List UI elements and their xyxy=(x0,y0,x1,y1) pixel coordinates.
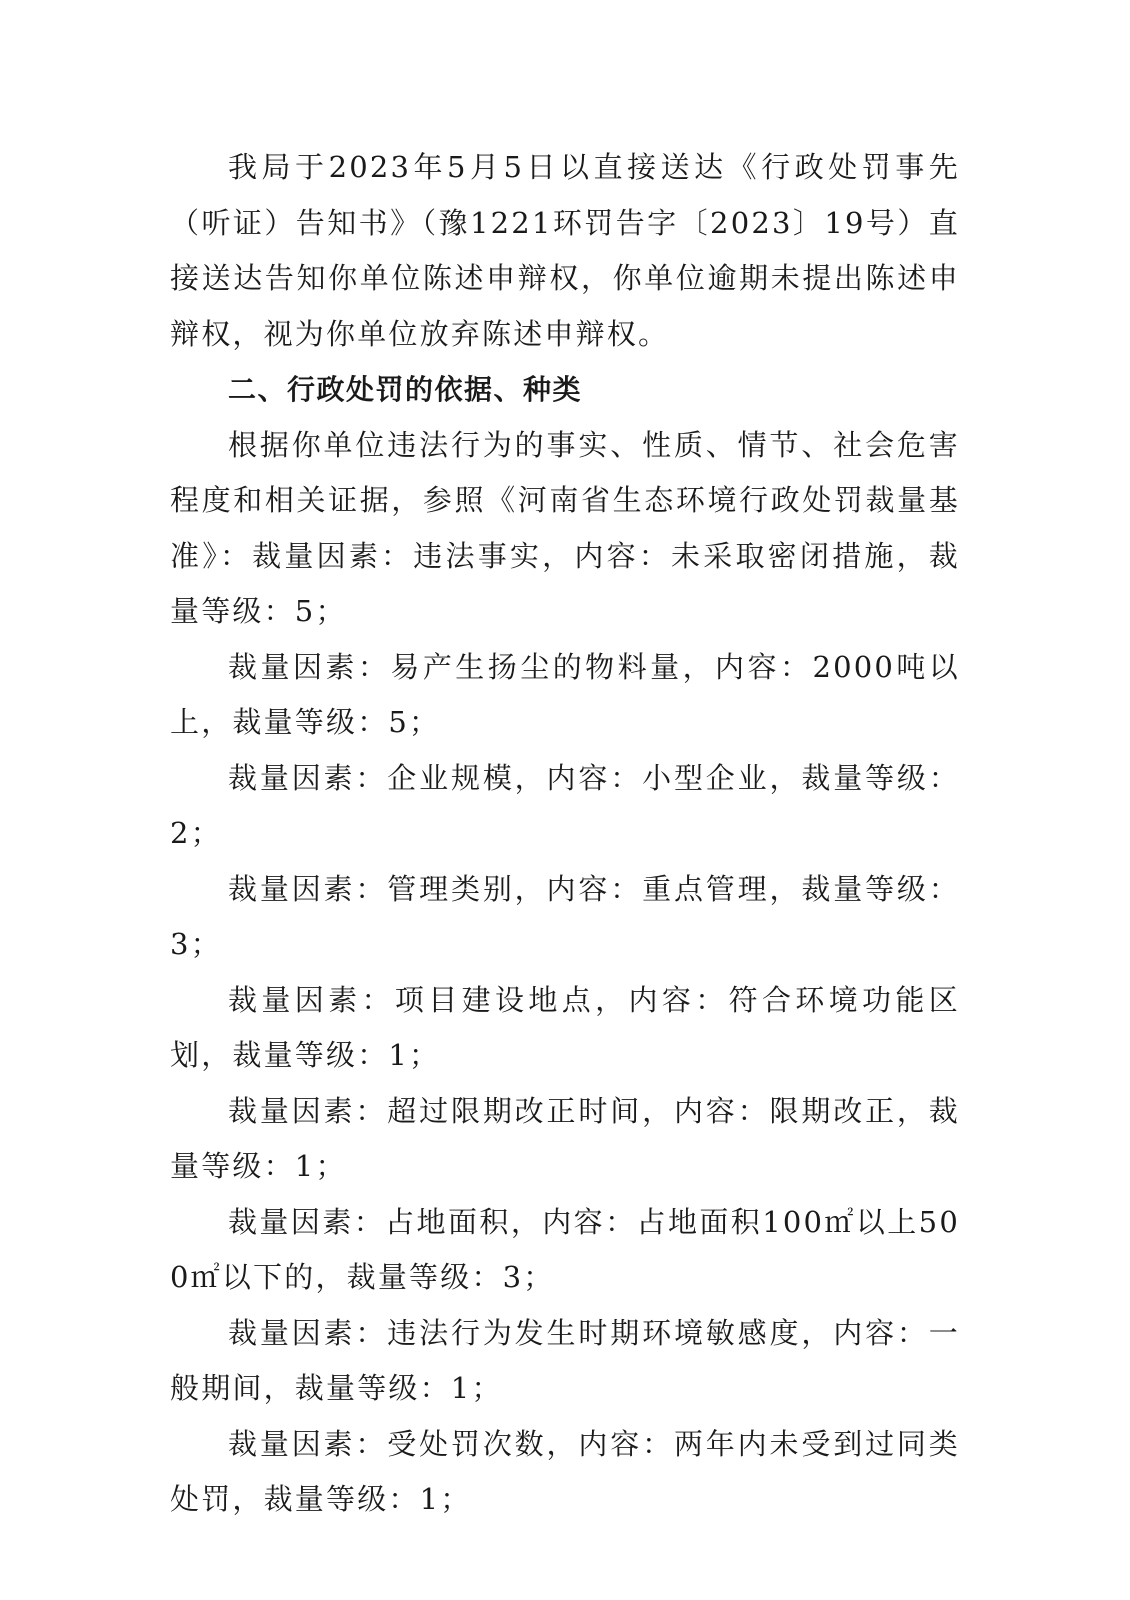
paragraph-factor-material: 裁量因素：易产生扬尘的物料量，内容：2000吨以上，裁量等级：5； xyxy=(170,649,960,739)
paragraph-factor-location: 裁量因素：项目建设地点，内容：符合环境功能区划，裁量等级：1； xyxy=(170,982,960,1072)
paragraph-factor-penalties: 裁量因素：受处罚次数，内容：两年内未受到过同类处罚，裁量等级：1； xyxy=(170,1426,960,1516)
paragraph-basis: 根据你单位违法行为的事实、性质、情节、社会危害程度和相关证据，参照《河南省生态环境行政处罚裁量基准》：裁量因素：违法事实，内容：未采取密闭措施，裁量等级：5； xyxy=(170,427,960,628)
document-page xyxy=(170,140,960,1528)
paragraph-factor-area: 裁量因素：占地面积，内容：占地面积100㎡以上500㎡以下的，裁量等级：3； xyxy=(170,1204,960,1294)
paragraph-factor-sensitivity: 裁量因素：违法行为发生时期环境敏感度，内容：一般期间，裁量等级：1； xyxy=(170,1315,960,1405)
paragraph-factor-deadline: 裁量因素：超过限期改正时间，内容：限期改正，裁量等级：1； xyxy=(170,1093,960,1183)
paragraph-notice: 我局于2023年5月5日以直接送达《行政处罚事先（听证）告知书》（豫1221环罚告字〔2023〕19号）直接送达告知你单位陈述申辩权，你单位逾期未提出陈述申辩权，视为你单位放弃陈述申辩权。 xyxy=(170,150,960,351)
paragraph-factor-scale: 裁量因素：企业规模，内容：小型企业，裁量等级：2； xyxy=(170,760,960,850)
section-heading: 二、行政处罚的依据、种类 xyxy=(228,373,583,406)
paragraph-factor-management: 裁量因素：管理类别，内容：重点管理，裁量等级：3； xyxy=(170,871,960,961)
